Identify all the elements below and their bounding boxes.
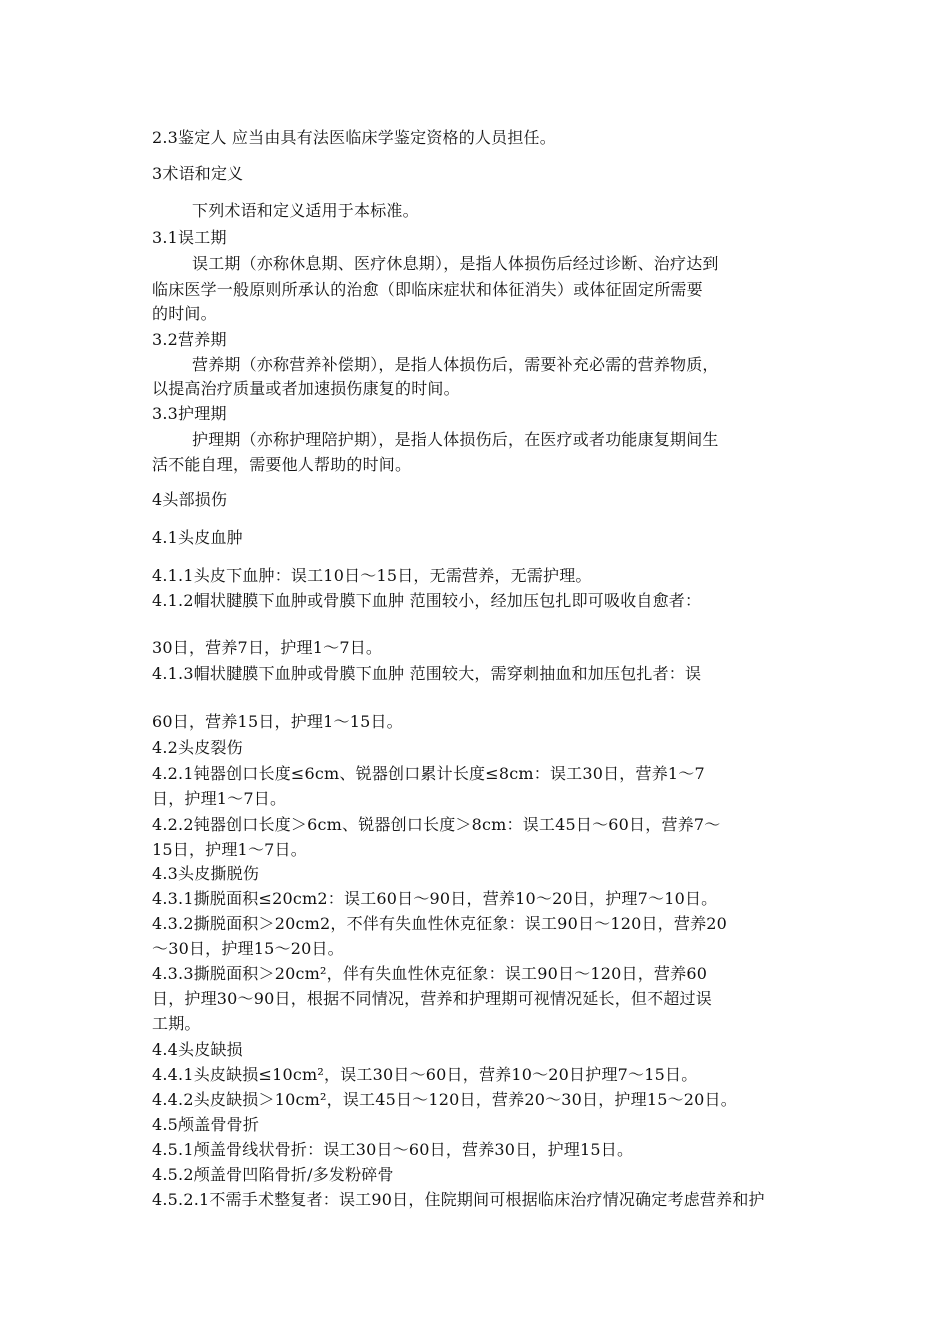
text-line: 3.1误工期 <box>152 228 227 247</box>
text-line: 4.1.3帽状腱膜下血肿或骨膜下血肿 范围较大，需穿刺抽血和加压包扎者：误 <box>152 664 702 683</box>
text-line: 护理期（亦称护理陪护期），是指人体损伤后，在医疗或者功能康复期间生 <box>192 430 719 449</box>
text-line: 4.4.1头皮缺损≤10cm²，误工30日～60日，营养10～20日护理7～15日。 <box>152 1065 698 1084</box>
text-line: 3术语和定义 <box>152 164 244 183</box>
text-line: 营养期（亦称营养补偿期），是指人体损伤后，需要补充必需的营养物质， <box>192 355 719 374</box>
text-line: 4.3.3撕脱面积＞20cm²，伴有失血性休克征象：误工90日～120日，营养60 <box>152 964 708 983</box>
text-line: 日，护理1～7日。 <box>152 789 287 808</box>
text-line: 4.5.1颅盖骨线状骨折：误工30日～60日，营养30日，护理15日。 <box>152 1140 634 1159</box>
text-line: 4.5颅盖骨骨折 <box>152 1115 260 1134</box>
text-line: 3.2营养期 <box>152 330 227 349</box>
text-line: 以提高治疗质量或者加速损伤康复的时间。 <box>152 379 460 398</box>
text-line: 活不能自理，需要他人帮助的时间。 <box>152 455 412 474</box>
text-line: 临床医学一般原则所承认的治愈（即临床症状和体征消失）或体征固定所需要 <box>152 280 703 299</box>
text-line: 4头部损伤 <box>152 490 228 509</box>
text-line: 3.3护理期 <box>152 404 227 423</box>
text-line: 的时间。 <box>152 304 217 323</box>
text-line: 2.3鉴定人 应当由具有法医临床学鉴定资格的人员担任。 <box>152 128 556 147</box>
text-line: 4.1头皮血肿 <box>152 528 243 547</box>
text-line: 4.3.2撕脱面积＞20cm2，不伴有失血性休克征象：误工90日～120日，营养20 <box>152 914 728 933</box>
text-line: 4.2.1钝器创口长度≤6cm、锐器创口累计长度≤8cm：误工30日，营养1～7 <box>152 764 705 783</box>
text-line: 4.1.1头皮下血肿：误工10日～15日，无需营养，无需护理。 <box>152 566 592 585</box>
text-line: 4.3头皮撕脱伤 <box>152 864 260 883</box>
text-line: 4.2.2钝器创口长度＞6cm、锐器创口长度＞8cm：误工45日～60日，营养7～ <box>152 815 721 834</box>
text-line: 30日，营养7日，护理1～7日。 <box>152 638 383 657</box>
text-line: 15日，护理1～7日。 <box>152 840 307 859</box>
text-line: 4.5.2.1不需手术整复者：误工90日，住院期间可根据临床治疗情况确定考虑营养和护 <box>152 1190 765 1209</box>
text-line: 下列术语和定义适用于本标准。 <box>192 201 419 220</box>
text-line: 工期。 <box>152 1014 201 1033</box>
text-line: 4.4头皮缺损 <box>152 1040 243 1059</box>
text-line: 4.5.2颅盖骨凹陷骨折/多发粉碎骨 <box>152 1165 394 1184</box>
text-line: 4.1.2帽状腱膜下血肿或骨膜下血肿 范围较小，经加压包扎即可吸收自愈者： <box>152 591 702 610</box>
text-line: 4.4.2头皮缺损＞10cm²，误工45日～120日，营养20～30日，护理15～20日。 <box>152 1090 737 1109</box>
text-line: 4.2头皮裂伤 <box>152 738 243 757</box>
text-line: 4.3.1撕脱面积≤20cm2：误工60日～90日，营养10～20日，护理7～10日。 <box>152 889 718 908</box>
text-line: 误工期（亦称休息期、医疗休息期），是指人体损伤后经过诊断、治疗达到 <box>192 254 719 273</box>
text-line: ～30日，护理15～20日。 <box>152 939 344 958</box>
text-line: 日，护理30～90日，根据不同情况，营养和护理期可视情况延长，但不超过误 <box>152 989 712 1008</box>
text-line: 60日，营养15日，护理1～15日。 <box>152 712 403 731</box>
